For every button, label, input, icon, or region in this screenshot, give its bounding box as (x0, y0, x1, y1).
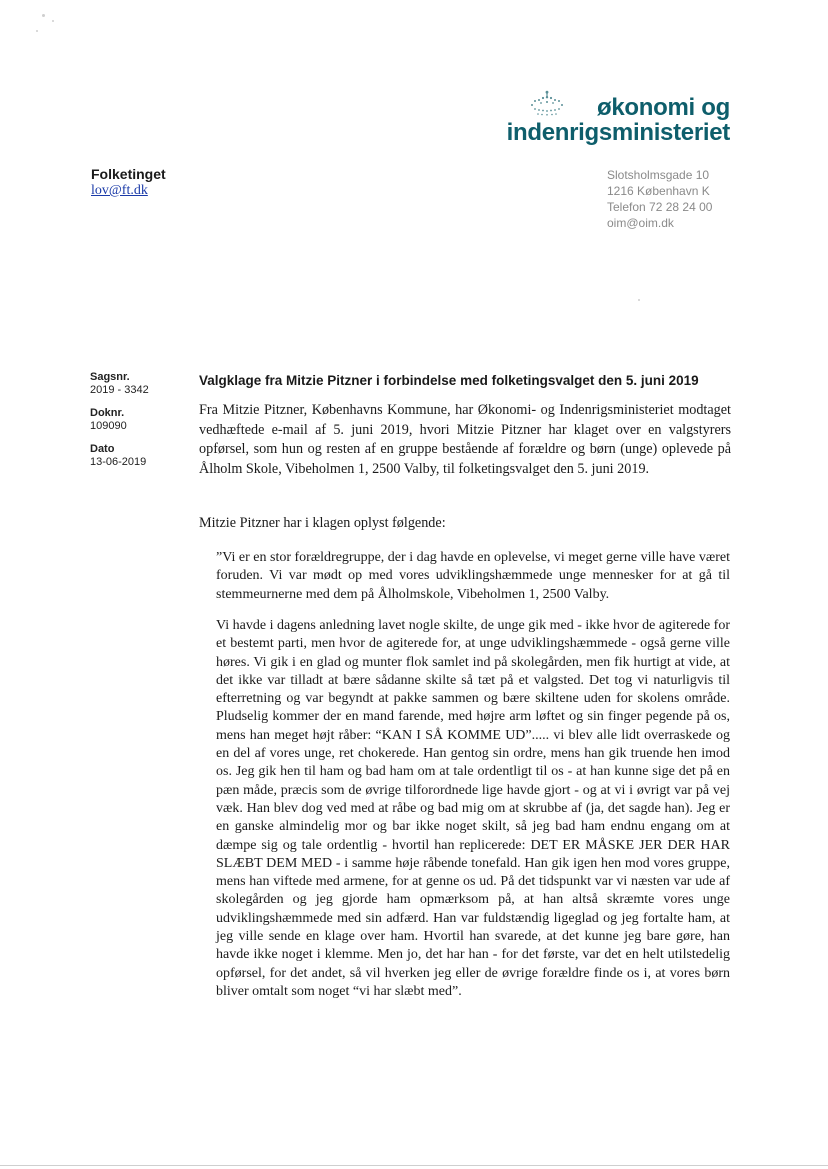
scan-speck (42, 14, 45, 17)
crown-icon (529, 90, 565, 116)
quote-paragraph-2: Vi havde i dagens anledning lavet nogle skilte, de unge gik med - ikke hvor de agiterede for et bestemt parti, men hvor de agiterede for, at unge udviklingshæmmede - også gerne ville høres. Vi gik i en glad og munter flok samlet ind på skolegården, men fik hurtigt at vide, at det ikke var tilladt at bære sådanne skilte så tæt på et valgsted. Det tog vi naturligvis til efterretning og var begyndt at pakke sammen og bære skiltene uden for skolens område. Pludselig kommer der en mand farende, med højre arm løftet og sin finger pegende på os, mens han meget højt råber: “KAN I SÅ KOMME UD”..... vi blev alle lidt overraskede og en del af vores unge, ret chokerede. Han gentog sin ordre, mens han gik truende hen imod os. Jeg gik hen til ham og bad ham om at tale ordentligt til os - at han kunne sige det på en pæn måde, præcis som de øvrige tilforordnede lige havde gjort - og at vi i øvrigt var på vej væk. Han blev dog ved med at råbe og bad mig om at skrubbe af (ja, det sagde han). Jeg er en ganske almindelig mor og bar ikke noget skilt, så jeg bad ham endnu engang om at dæmpe sig og tale ordentlig - hvortil han replicerede: DET ER MÅSKE JER DER HAR SLÆBT DEM MED - i samme høje råbende tonefald. Han gik igen hen mod vores gruppe, mens han viftede med armene, for at genne os ud. På det tidspunkt var vi næsten var ude af skolegården og jeg gjorde ham opmærksom på, at han altså skræmte vores unge udviklingshæmmede med sin adfærd. Han var fuldstændig ligeglad og jeg fortalte ham, at jeg ville sende en klage over ham. Hvortil han svarede, at det kunne jeg bare gøre, han havde ikke noget i klemme. Men jo, det har han - for det første, var det en helt utilstedelig opførsel, for det andet, så vil hverken jeg eller de øvrige forældre finde os i, at vores børn bliver omtalt som noget “vi har slæbt med”. (216, 618, 730, 999)
ministry-logo (506, 88, 732, 150)
scan-speck (638, 299, 640, 301)
scan-speck (52, 20, 54, 22)
intro-paragraph: Fra Mitzie Pitzner, Københavns Kommune, har Økonomi- og Indenrigsministeriet modtaget vedhæftede e-mail af 5. juni 2019, hvori Mitzie Pitzner har klaget over en valgstyrers opførsel, som hun og resten af en gruppe bestående af forældre og børn (unge) oplevede på Ålholm Skole, Vibeholmen 1, 2500 Valby, til folketingsvalget den 5. juni 2019. (199, 402, 731, 478)
address-street: Slotsholmsgade 10 (607, 168, 710, 182)
case-number-label: Sagsnr. (90, 371, 130, 383)
address-city: 1216 København K (607, 184, 710, 198)
bottom-divider (0, 1165, 828, 1166)
lead-paragraph: Mitzie Pitzner har i klagen oplyst følgende: (199, 515, 446, 531)
ministry-address (607, 167, 712, 231)
case-number-value: 2019 - 3342 (90, 384, 149, 396)
scan-speck (36, 30, 38, 32)
letter-subject: Valgklage fra Mitzie Pitzner i forbindelse med folketingsvalget den 5. juni 2019 (199, 373, 699, 388)
logo-line-2: indenrigsministeriet (506, 119, 730, 146)
quote-paragraph-1: ”Vi er en stor forældregruppe, der i dag havde en oplevelse, vi meget gerne ville have været foruden. Vi var mødt op med vores udviklingshæmmede unge mennesker for at gå til stemmeurnerne med dem på Ålholmskole, Vibeholmen 1, 2500 Valby. (216, 550, 730, 602)
recipient-name: Folketinget (91, 166, 166, 182)
doc-number-label: Doknr. (90, 407, 125, 419)
recipient-email-link[interactable]: lov@ft.dk (91, 183, 148, 198)
doc-number-value: 109090 (90, 420, 127, 432)
date-label: Dato (90, 443, 115, 455)
address-email: oim@oim.dk (607, 216, 674, 230)
document-meta (90, 371, 190, 469)
address-phone: Telefon 72 28 24 00 (607, 200, 713, 214)
date-value: 13-06-2019 (90, 456, 147, 468)
logo-line-1: økonomi og (597, 94, 730, 121)
